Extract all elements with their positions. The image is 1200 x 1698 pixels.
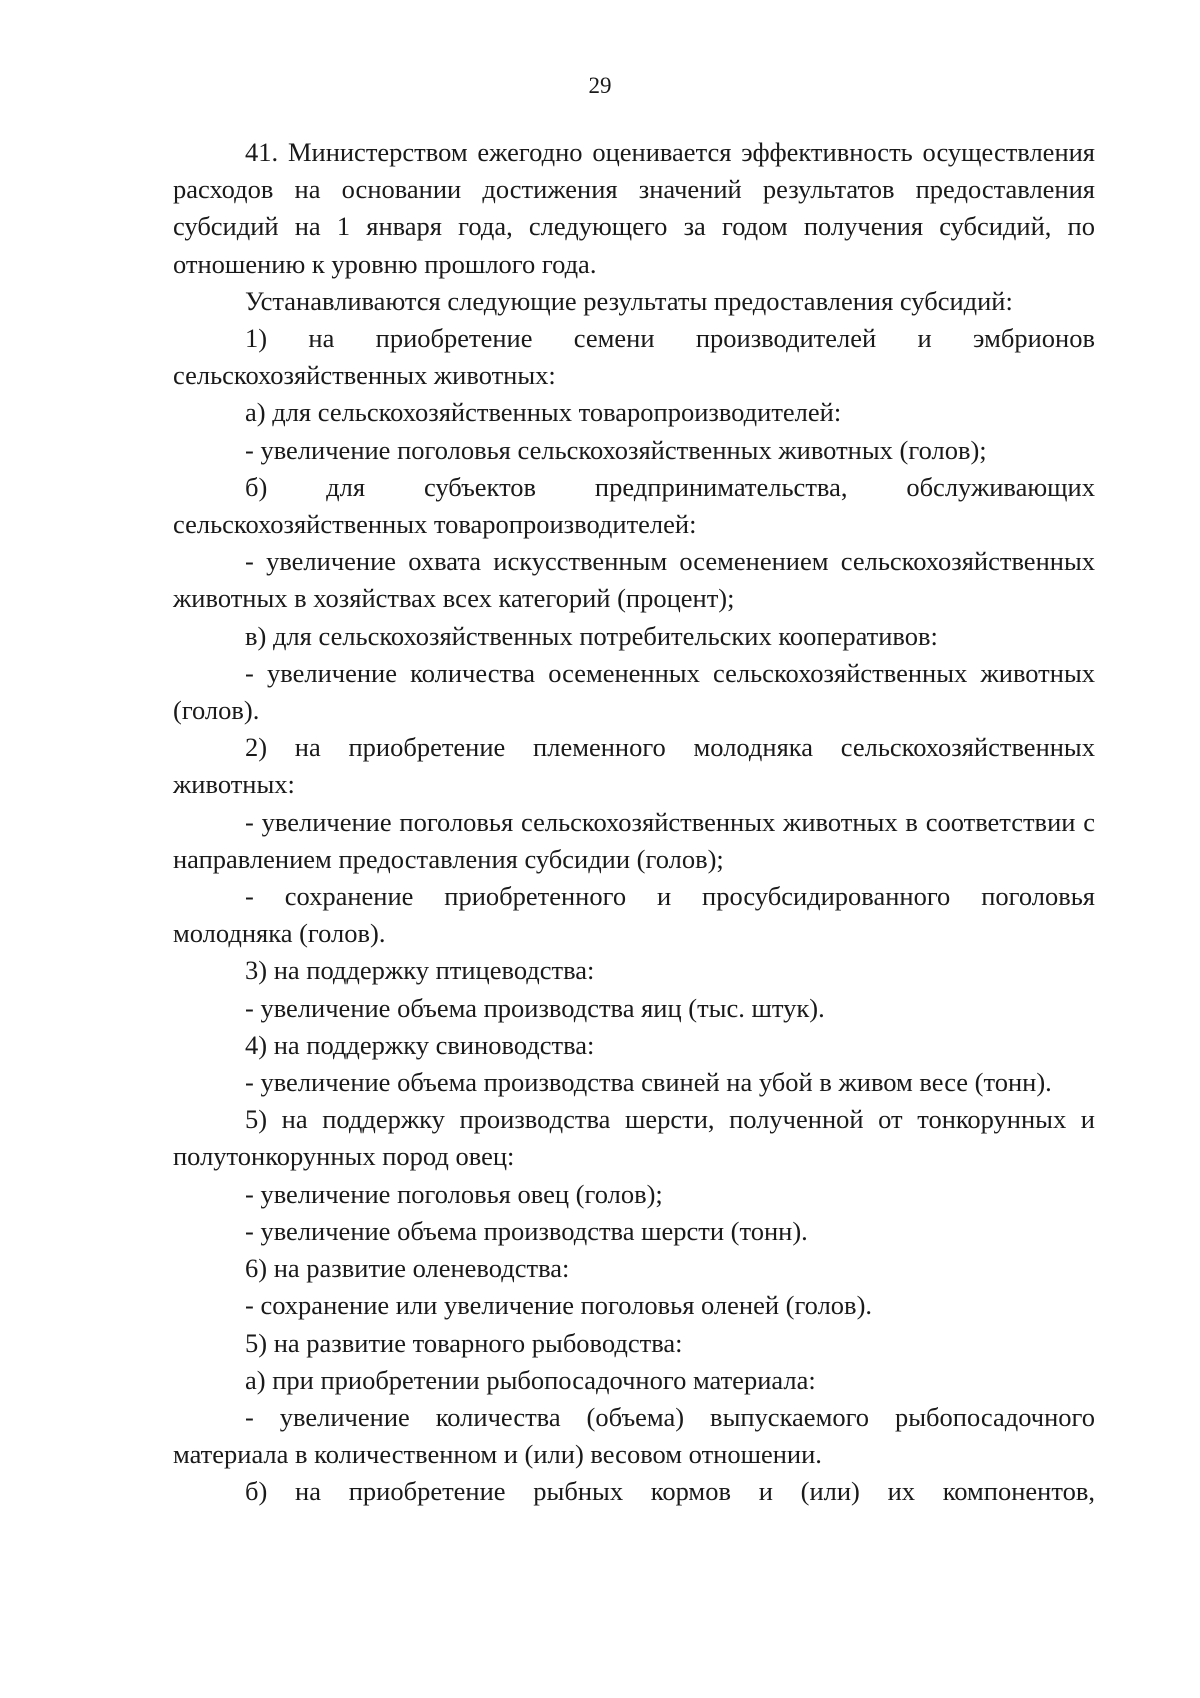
list-item: 3) на поддержку птицеводства:	[245, 955, 595, 986]
list-item: 5) на развитие товарного рыбоводства:	[245, 1327, 683, 1358]
list-item: - увеличение поголовья сельскохозяйственных животных в соответствии с направлением предоставления субсидии (голов);	[173, 806, 1095, 874]
list-item: - увеличение объема производства шерсти (тонн).	[245, 1215, 808, 1246]
list-item: - увеличение охвата искусственным осеменением сельскохозяйственных животных в хозяйствах всех категорий (процент);	[173, 546, 1095, 614]
list-item: б) для субъектов предпринимательства, обслуживающих сельскохозяйственных товаропроизводителей:	[173, 471, 1095, 540]
list-item: - сохранение или увеличение поголовья оленей (голов).	[245, 1290, 873, 1321]
list-item: - увеличение объема производства свиней на убой в живом весе (тонн).	[245, 1067, 1052, 1098]
body-text	[173, 134, 1095, 1511]
list-item: - увеличение количества осемененных сельскохозяйственных животных (голов).	[173, 657, 1095, 726]
list-item: - увеличение объема производства яиц (тыс. штук).	[245, 992, 825, 1023]
list-item: - увеличение поголовья овец (голов);	[245, 1178, 663, 1209]
paragraph: Устанавливаются следующие результаты предоставления субсидий:	[245, 285, 1013, 316]
list-item: 6) на развитие оленеводства:	[245, 1253, 570, 1284]
list-item: 5) на поддержку производства шерсти, полученной от тонкорунных и полутонкорунных пород овец:	[173, 1104, 1095, 1172]
list-item: - сохранение приобретенного и просубсидированного поголовья молодняка (голов).	[173, 881, 1095, 949]
list-item: 1) на приобретение семени производителей и эмбрионов сельскохозяйственных животных:	[173, 323, 1095, 391]
page-number: 29	[588, 73, 612, 98]
list-item: а) для сельскохозяйственных товаропроизводителей:	[245, 397, 842, 428]
list-item: в) для сельскохозяйственных потребительских кооперативов:	[245, 620, 938, 651]
paragraph: 41. Министерством ежегодно оценивается эффективность осуществления расходов на основании достижения значений результатов предоставления субсидий на 1 января года, следующего за годом получения субсидий, по отношению к уровню прошлого года.	[173, 137, 1095, 279]
list-item: - увеличение количества (объема) выпускаемого рыбопосадочного материала в количественном и (или) весовом отношении.	[173, 1401, 1095, 1470]
list-item: 4) на поддержку свиноводства:	[245, 1029, 595, 1060]
list-item: б) на приобретение рыбных кормов и (или) их компонентов,	[245, 1476, 1095, 1507]
list-item: а) при приобретении рыбопосадочного материала:	[245, 1364, 816, 1395]
list-item: - увеличение поголовья сельскохозяйственных животных (голов);	[245, 434, 987, 465]
list-item: 2) на приобретение племенного молодняка сельскохозяйственных животных:	[173, 732, 1095, 800]
